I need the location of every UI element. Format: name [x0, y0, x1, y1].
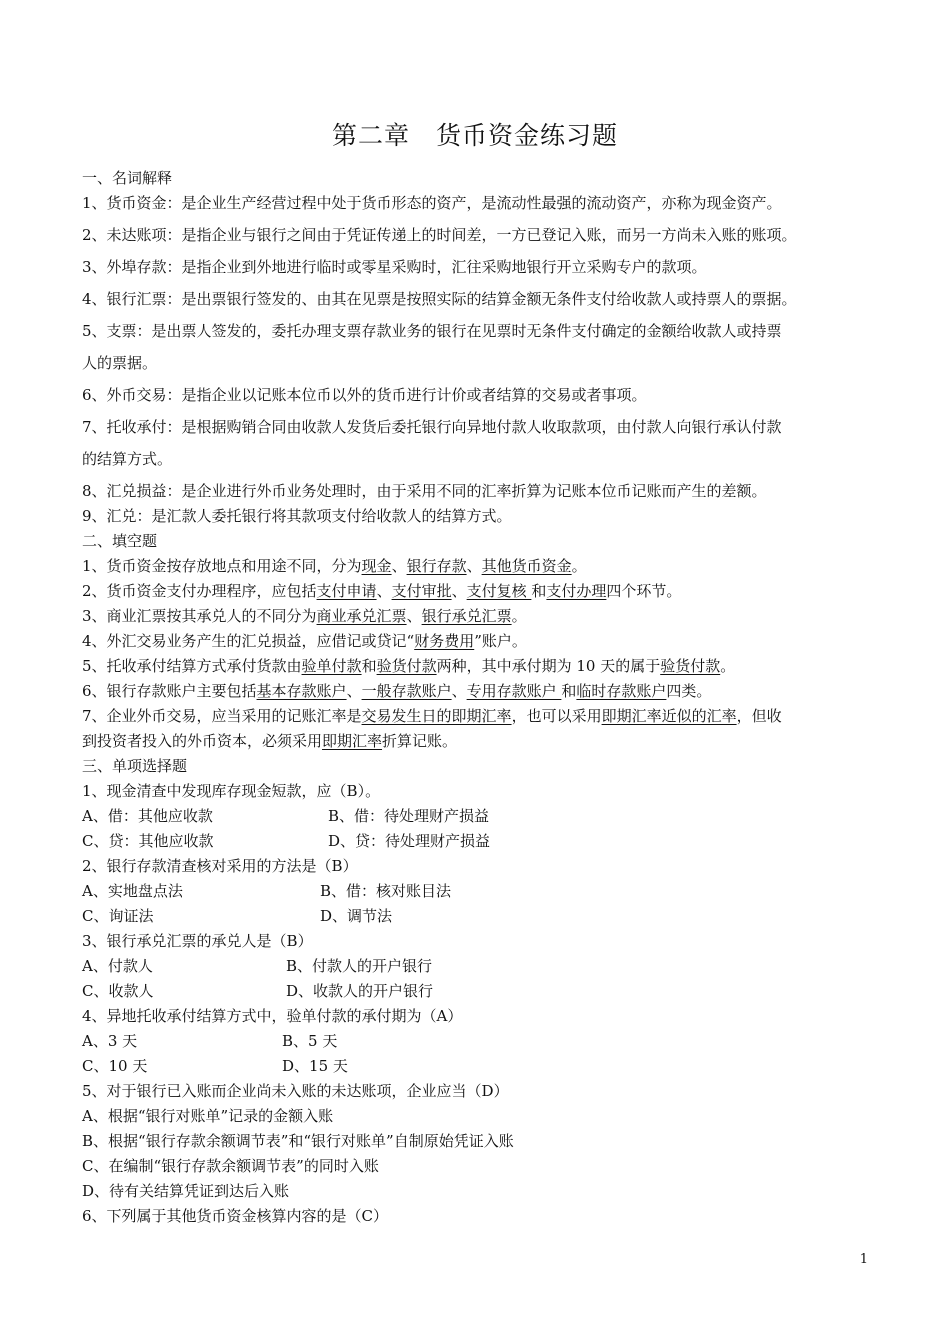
fill-in-question: 1、货币资金按存放地点和用途不同，分为现金、银行存款、其他货币资金。	[82, 557, 587, 575]
answer-blank: 验货付款	[376, 657, 437, 675]
option-b: B、付款人的开户银行	[286, 957, 433, 975]
definition-item: 1、货币资金：是企业生产经营过程中处于货币形态的资产，是流动性最强的流动资产，亦称为现金资产。	[82, 194, 782, 212]
fill-in-question-continued: 到投资者投入的外币资本，必须采用即期汇率折算记账。	[82, 732, 458, 750]
option-d: D、贷：待处理财产损益	[328, 832, 491, 850]
choice-question-stem: 3、银行承兑汇票的承兑人是（B）	[82, 932, 313, 950]
choice-question-stem: 4、异地托收承付结算方式中，验单付款的承付期为（A）	[82, 1007, 463, 1025]
answer-blank: 即期汇率近似的汇率	[601, 707, 737, 725]
choice-options-row	[82, 804, 872, 829]
definition-item: 2、未达账项：是指企业与银行之间由于凭证传递上的时间差，一方已登记入账，而另一方尚未入账的账项。	[82, 226, 797, 244]
choice-options-row	[82, 1054, 872, 1079]
answer-blank: 财务费用	[414, 632, 475, 650]
fill-in-question: 6、银行存款账户主要包括基本存款账户、一般存款账户、专用存款账户 和临时存款账户四类。	[82, 682, 712, 700]
fill-in-question: 7、企业外币交易，应当采用的记账汇率是交易发生日的即期汇率，也可以采用即期汇率近似的汇率，但收	[82, 707, 782, 725]
answer-blank: 验单付款	[301, 657, 362, 675]
answer-blank: 基本存款账户	[256, 682, 347, 700]
option-b: B、5 天	[282, 1032, 338, 1050]
choice-options-row	[82, 979, 872, 1004]
page-title: 第二章 货币资金练习题	[331, 121, 618, 150]
answer-blank: 支付复核	[466, 582, 532, 600]
section-heading-fill-in: 二、填空题	[82, 532, 158, 550]
option-a: A、付款人	[82, 957, 153, 975]
definition-item-continued: 人的票据。	[82, 354, 158, 372]
option-c: C、询证法	[82, 907, 154, 925]
definition-item-continued: 的结算方式。	[82, 450, 173, 468]
choice-options-row	[82, 1029, 872, 1054]
choice-question-stem: 5、对于银行已入账而企业尚未入账的未达账项，企业应当（D）	[82, 1082, 509, 1100]
option-c: C、贷：其他应收款	[82, 832, 214, 850]
choice-question-stem: 2、银行存款清查核对采用的方法是（B）	[82, 857, 358, 875]
fill-in-question: 4、外汇交易业务产生的汇兑损益，应借记或贷记“财务费用”账户。	[82, 632, 527, 650]
option-b: B、借：待处理财产损益	[328, 807, 490, 825]
definition-item: 4、银行汇票：是出票银行签发的、由其在见票是按照实际的结算金额无条件支付给收款人或持票人的票据。	[82, 290, 797, 308]
answer-blank: 即期汇率	[322, 732, 383, 750]
choice-options-row	[82, 879, 872, 904]
answer-blank: 商业承兑汇票	[316, 607, 407, 625]
definition-item: 8、汇兑损益：是企业进行外币业务处理时，由于采用不同的汇率折算为记账本位币记账而产生的差额。	[82, 482, 767, 500]
answer-blank: 交易发生日的即期汇率	[361, 707, 512, 725]
answer-blank: 支付申请	[316, 582, 377, 600]
answer-blank: 专用存款账户	[466, 682, 562, 700]
answer-blank: 银行承兑汇票	[421, 607, 512, 625]
option-d: D、收款人的开户银行	[286, 982, 434, 1000]
answer-blank: 验货付款	[660, 657, 721, 675]
option-c: C、在编制“银行存款余额调节表”的同时入账	[82, 1157, 379, 1175]
definition-item: 7、托收承付：是根据购销合同由收款人发货后委托银行向异地付款人收取款项，由付款人向银行承认付款	[82, 418, 782, 436]
definition-item: 6、外币交易：是指企业以记账本位币以外的货币进行计价或者结算的交易或者事项。	[82, 386, 647, 404]
option-b: B、根据“银行存款余额调节表”和“银行对账单”自制原始凭证入账	[82, 1132, 514, 1150]
option-b: B、借：核对账目法	[320, 882, 452, 900]
fill-in-question: 3、商业汇票按其承兑人的不同分为商业承兑汇票、银行承兑汇票。	[82, 607, 527, 625]
answer-blank: 支付办理	[546, 582, 607, 600]
option-a: A、3 天	[82, 1032, 138, 1050]
page-number: 1	[859, 1252, 868, 1267]
option-a: A、根据“银行对账单”记录的金额入账	[82, 1107, 334, 1125]
option-a: A、借：其他应收款	[82, 807, 213, 825]
definition-item: 5、支票：是出票人签发的，委托办理支票存款业务的银行在见票时无条件支付确定的金额给收款人或持票	[82, 322, 782, 340]
answer-blank: 其他货币资金	[481, 557, 572, 575]
choice-question-stem: 1、现金清查中发现库存现金短款，应（B）。	[82, 782, 381, 800]
choice-question-stem: 6、下列属于其他货币资金核算内容的是（C）	[82, 1207, 389, 1225]
fill-in-question: 2、货币资金支付办理程序，应包括支付申请、支付审批、支付复核 和支付办理四个环节。	[82, 582, 682, 600]
option-c: C、10 天	[82, 1057, 148, 1075]
definition-item: 3、外埠存款：是指企业到外地进行临时或零星采购时，汇往采购地银行开立采购专户的款项。	[82, 258, 707, 276]
option-d: D、调节法	[320, 907, 393, 925]
answer-blank: 临时存款账户	[576, 682, 667, 700]
option-d: D、待有关结算凭证到达后入账	[82, 1182, 290, 1200]
fill-in-question: 5、托收承付结算方式承付货款由验单付款和验货付款两种，其中承付期为 10 天的属于验货付款。	[82, 657, 736, 675]
answer-blank: 银行存款	[406, 557, 467, 575]
answer-blank: 支付审批	[391, 582, 452, 600]
choice-options-row	[82, 954, 872, 979]
option-c: C、收款人	[82, 982, 154, 1000]
answer-blank: 现金	[361, 557, 392, 575]
choice-options-row	[82, 904, 872, 929]
answer-blank: 一般存款账户	[361, 682, 452, 700]
option-d: D、15 天	[282, 1057, 348, 1075]
choice-options-row	[82, 829, 872, 854]
definition-item: 9、汇兑：是汇款人委托银行将其款项支付给收款人的结算方式。	[82, 507, 512, 525]
document-body	[82, 166, 872, 1229]
section-heading-definitions: 一、名词解释	[82, 169, 173, 187]
section-heading-single-choice: 三、单项选择题	[82, 757, 188, 775]
option-a: A、实地盘点法	[82, 882, 183, 900]
